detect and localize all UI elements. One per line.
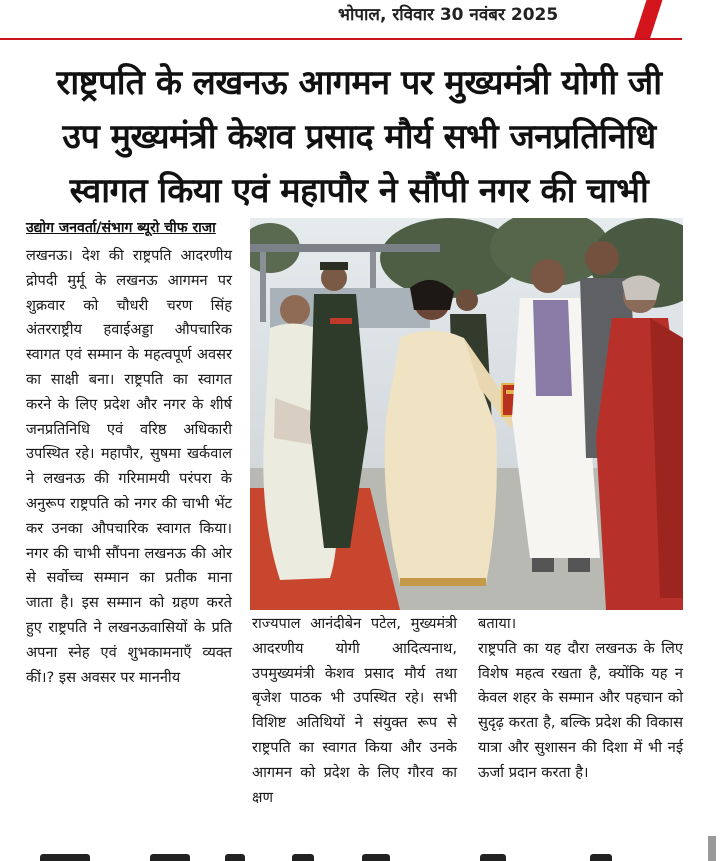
headline-line-3: स्वागत किया एवं महापौर ने सौंपी नगर की चाभी — [69, 171, 649, 211]
news-photo — [250, 218, 683, 610]
headline — [14, 56, 704, 218]
article-paragraph: लखनऊ। देश की राष्ट्रपति आदरणीय द्रोपदी मुर्मू के लखनऊ आगमन पर शुक्रवार को चौधरी चरण सिंह अंतरराष्ट्रीय हवाईअड्डा औपचारिक स्वागत एवं सम्मान के महत्वपूर्ण अवसर का साक्षी बना। राष्ट्रपति का स्वागत करने के लिए प्रदेश और नगर के शीर्ष जनप्रतिनिधि एवं वरिष्ठ अधिकारी उपस्थित रहे। महापौर, सुषमा खर्कवाल ने लखनऊ की गरिमामयी परंपरा के अनुरूप राष्ट्रपति को नगर की चाभी भेंट कर उनका औपचारिक स्वागत किया। नगर की चाभी सौंपना लखनऊ की ओर से सर्वोच्च सम्मान का प्रतीक माना जाता है। इस सम्मान को ग्रहण करते हुए राष्ट्रपति ने लखनऊवासियों के प्रति अपना स्नेह एवं शुभकामनाएँ व्यक्त कीं।? इस अवसर पर माननीय — [26, 247, 232, 686]
masthead-rule — [0, 38, 682, 40]
article-paragraph: राष्ट्रपति का यह दौरा लखनऊ के लिए विशेष महत्व रखता है, क्योंकि यह न केवल शहर के सम्मान और पहचान को सुदृढ़ करता है, बल्कि प्रदेश की विकास यात्रा और सुशासन की दिशा में भी नई ऊर्जा प्रदान करता है। — [478, 639, 683, 781]
next-headline-fragment — [0, 854, 720, 861]
article-column-1 — [26, 244, 232, 690]
article-column-3 — [478, 612, 683, 786]
headline-line-2: उप मुख्यमंत्री केशव प्रसाद मौर्य सभी जनप्रतिनिधि — [62, 117, 656, 157]
article-column-2 — [252, 612, 457, 810]
headline-line-1: राष्ट्रपति के लखनऊ आगमन पर मुख्यमंत्री योगी जी — [56, 63, 662, 103]
masthead-accent-bar — [634, 0, 663, 40]
photo-illustration — [250, 218, 683, 610]
article-paragraph: बताया। — [478, 615, 517, 632]
dateline: भोपाल, रविवार 30 नवंबर 2025 — [338, 5, 559, 25]
byline: उद्योग जनवर्ता/संभाग ब्यूरो चीफ राजा — [26, 220, 216, 236]
page-edge-mark — [708, 836, 716, 861]
article-paragraph: राज्यपाल आनंदीबेन पटेल, मुख्यमंत्री आदरणीय योगी आदित्यनाथ, उपमुख्यमंत्री केशव प्रसाद मौर्य तथा बृजेश पाठक भी उपस्थित रहे। सभी विशिष्ट अतिथियों ने संयुक्त रूप से राष्ट्रपति का स्वागत किया और उनके आगमन को प्रदेश के लिए गौरव का क्षण — [252, 615, 457, 806]
